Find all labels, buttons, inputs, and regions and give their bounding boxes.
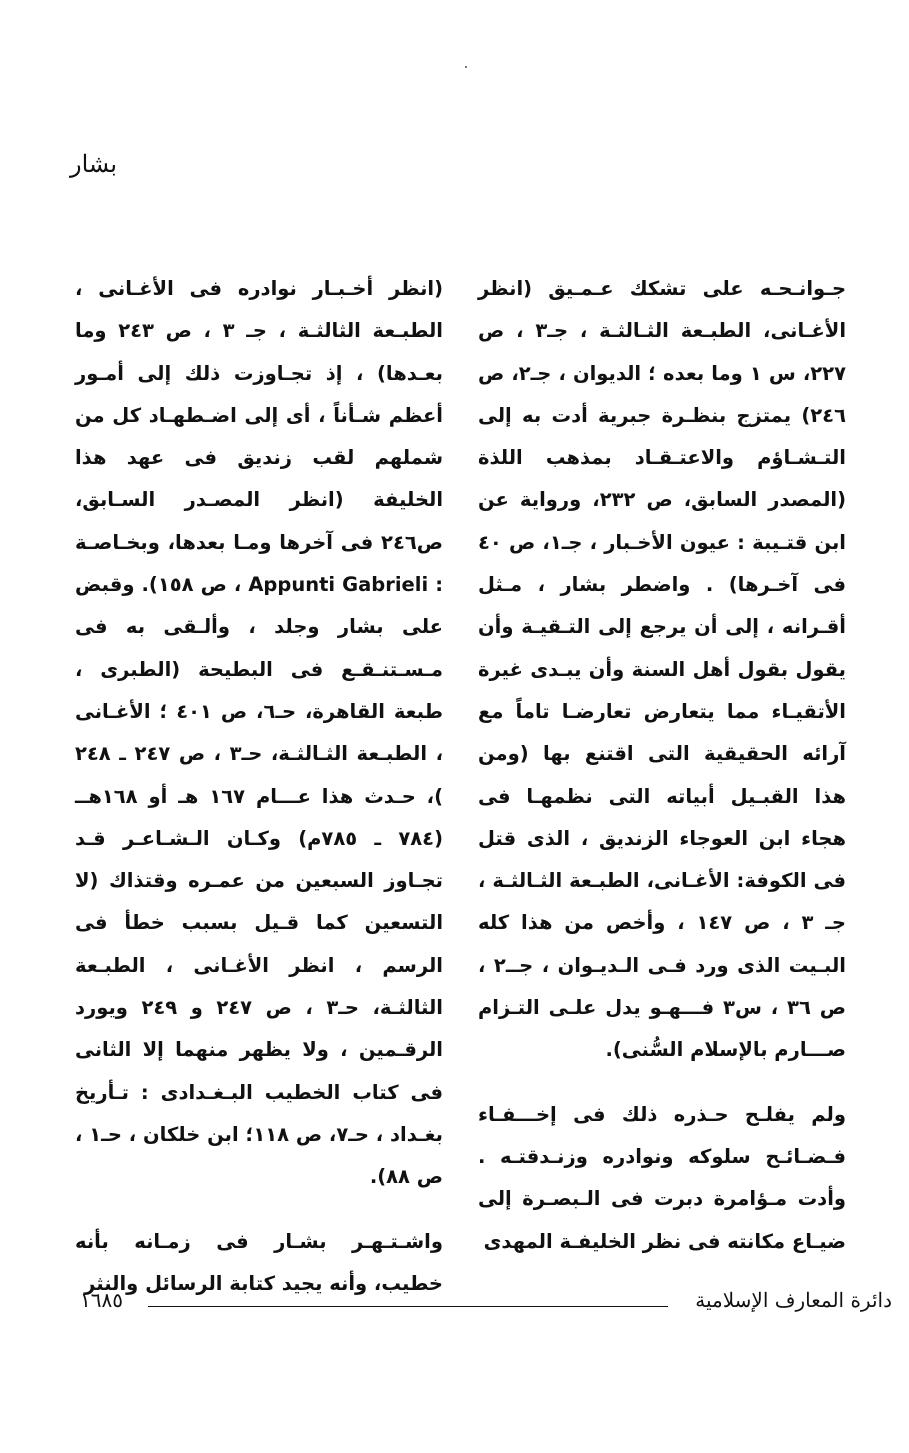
footer-rule [148, 1306, 668, 1307]
right-column-paragraph-1: جـوانـحـه على تشكك عـمـيق (انظر الأغـانى، الطبـعة الثـالثـة ، جـ٣ ، ص ٢٢٧، س ١ وما بعده ؛ الديوان ، جـ٢، ص ٢٤٦) يمتزج بنظـرة جبرية أدت به إلى التـشـاؤم والاعتـقـاد بمذهب اللذة (المصدر السابق، ص ٢٣٢، ورواية عن ابن قتـيبة : عيون الأخـبار ، جـ١، ص ٤٠ فى آخـرها) . واضطر بشار ، مـثل أقـرانه ، إلى أن يرجع إلى التـقيـة وأن يقول بقول أهل السنة وأن يبـدى غيرة الأتقيـاء مما يتعارض تعارضـا تاماً مع آرائه الحقيقية التى اقتنع بها (ومن هذا القبـيل أبياته التى نظمهـا فى هجاء ابن العوجاء الزنديق ، الذى قتل فى الكوفة: الأغـانى، الطبـعة الثـالثـة ، جـ ٣ ، ص ١٤٧ ، وأخص من هذا كله البـيت الذى ورد فـى الـديـوان ، جــ٢ ، ص ٣٦ ، س٣ فـــهـو يدل علـى التـزام صـــارم بالإسلام السُّنى). [478, 277, 847, 1062]
left-column-paragraph-2: واشـتـهـر بشـار فى زمـانه بأنه خطيب، وأنه يجيد كتابة الرسائل والنثر [75, 1229, 443, 1295]
right-column-paragraph-2: ولم يفلـح حـذره ذلك فى إخـــفـاء فـضـائـح سلوكه ونوادره وزنـدقتـه . وأدت مـؤامرة دبرت فى الـبصـرة إلى ضيـاع مكانته فى نظر الخليفـة المهدى [478, 1102, 846, 1253]
left-column [75, 268, 443, 1305]
page-number: ١٦٨٥ [80, 1288, 123, 1312]
left-column-paragraph-1: (انظر أخـبـار نوادره فى الأغـانى ، الطبـعة الثالثـة ، جـ ٣ ، ص ٢٤٣ وما بعـدها) ، إذ تجـاوزت ذلك إلى أمـور أعظم شـأناً ، أى إلى اضـطهـاد كل من شملهم لقب زنديق فى عهد هذا الخليفة (انظر المصـدر السـابق، ص٢٤٦ فى آخرها ومـا بعدها، وبخـاصـة : Appunti Gabrieli ، ص ١٥٨). وقبض على بشار وجلد ، وألـقى به فى مـسـتنـقـع فى البطيحة (الطبرى ، طبعة القاهرة، حـ٦، ص ٤٠١ ؛ الأغـانى ، الطبـعة الثـالثـة، حـ٣ ، ص ٢٤٧ ـ ٢٤٨ )، حـدث هذا عـــام ١٦٧ هـ أو ١٦٨هــ (٧٨٤ ـ ٧٨٥م) وكـان الـشـاعـر قـد تجـاوز السبعين من عمـره وقتذاك (لا التسعين كما قـيل بسبب خطأ فى الرسم ، انظر الأغـانى ، الطبـعة الثالثـة، حـ٣ ، ص ٢٤٧ و ٢٤٩ ويورد الرقـمين ، ولا يظهر منهما إلا الثانى فى كتاب الخطيب البـغـدادى : تـأريخ بغـداد ، حـ٧، ص ١١٨؛ ابن خلكان ، حـ١ ، ص ٨٨). [75, 277, 444, 1189]
scan-speck [465, 66, 467, 68]
running-header-title: بشار [70, 150, 117, 178]
page-footer [80, 1288, 892, 1318]
right-column [478, 268, 846, 1263]
footer-publication-title: دائرة المعارف الإسلامية [695, 1288, 892, 1312]
